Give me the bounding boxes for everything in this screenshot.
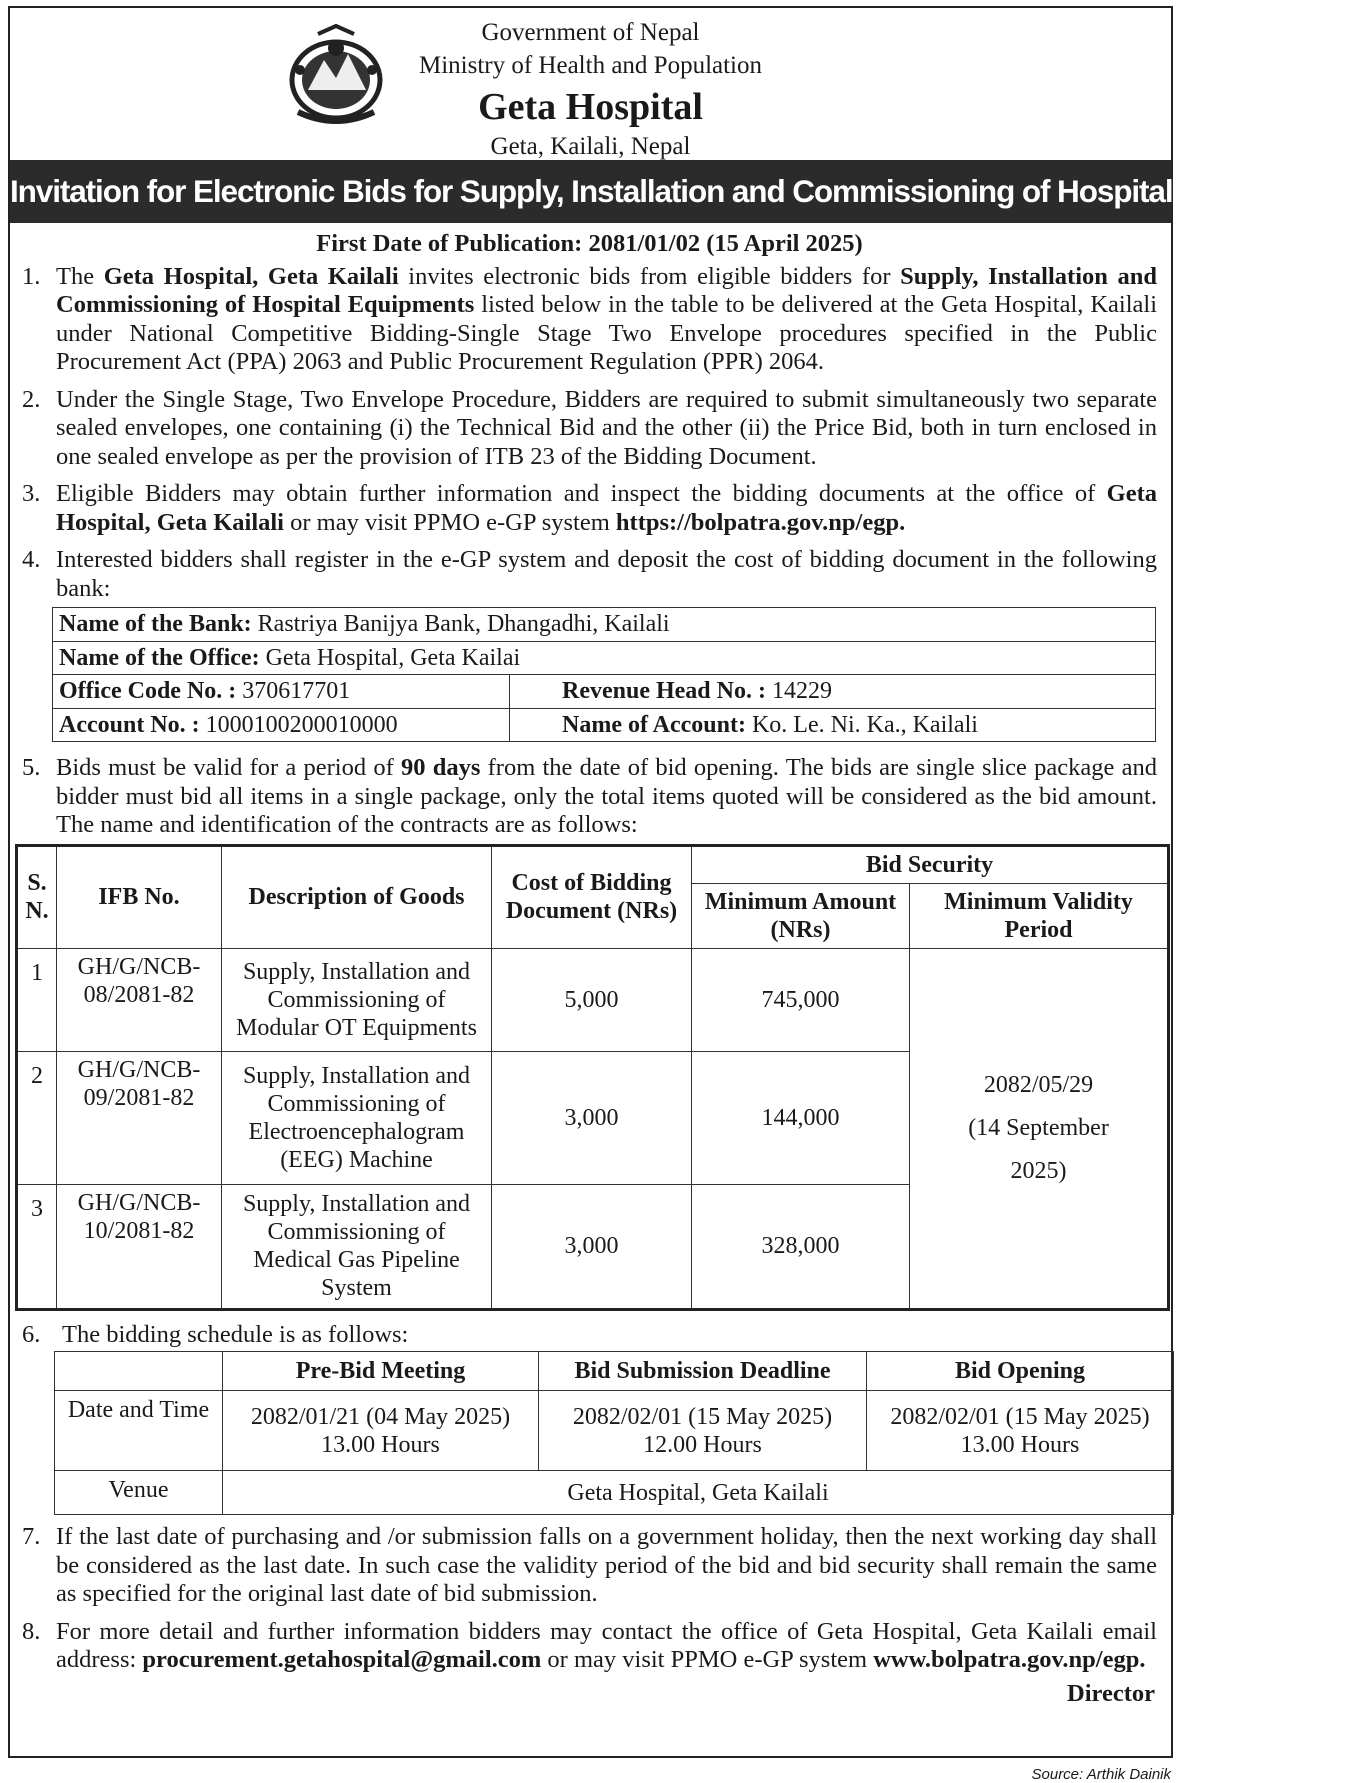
row-ifb: GH/G/NCB-10/2081-82 <box>57 1184 222 1309</box>
header-prebid: Pre-Bid Meeting <box>223 1352 539 1391</box>
office-code-value: 370617701 <box>242 678 351 704</box>
account-no-value: 1000100200010000 <box>205 711 398 738</box>
table-row <box>53 708 1156 742</box>
notice-body <box>10 230 1171 1708</box>
hospital-name: Geta Hospital <box>478 86 703 128</box>
paragraph-text: If the last date of purchasing and /or submission falls on a government holiday, then the next working day shall be considered as the last date. In such case the validity period of the bid and bid security shall remain the same as specified for the original last date of bid submission. <box>56 1523 1157 1607</box>
egp-link[interactable]: www.bolpatra.gov.np/egp. <box>873 1646 1146 1673</box>
schedule-table <box>54 1351 1174 1515</box>
table-row <box>53 608 1156 642</box>
validity-date: 2082/05/29 <box>983 1071 1094 1098</box>
table-row <box>53 641 1156 675</box>
header-empty <box>55 1352 223 1391</box>
ministry-name: Ministry of Health and Population <box>418 52 763 79</box>
signature-director: Director <box>1067 1679 1155 1707</box>
paragraph-text: The bidding schedule is as follows: <box>62 1320 409 1348</box>
account-name-label: Name of Account: <box>562 711 746 738</box>
row-cost: 3,000 <box>492 1184 692 1309</box>
paragraph-text: or may visit PPMO e-GP system <box>541 1646 874 1673</box>
notice-title: Invitation for Electronic Bids for Supply, Installation and Commissioning of Hospital Equipments <box>10 160 1171 223</box>
table-row <box>55 1391 1174 1471</box>
hospital-address: Geta, Kailali, Nepal <box>490 133 691 160</box>
row-label-venue: Venue <box>55 1471 223 1515</box>
validity-year: 2025) <box>1010 1157 1067 1184</box>
notice-header <box>10 8 1171 160</box>
publication-value: 2081/01/02 (15 April 2025) <box>588 230 863 257</box>
paragraph-text: listed below in the table to be delivered at the Geta Hospital, Kailali under National Competitive Bidding-Single Stage Two Envelope procedures specified in the Public Procurement Act (PPA) 2063 and Public Procurement Regulation (PPR) 2064. <box>56 291 1157 375</box>
header-min-amount: Minimum Amount (NRs) <box>692 883 910 948</box>
paragraph-number: 5. <box>22 754 41 781</box>
header-description: Description of Goods <box>222 845 492 948</box>
header-bid-security: Bid Security <box>692 845 1169 883</box>
office-label: Name of the Office: <box>59 644 260 671</box>
row-sn: 3 <box>17 1184 57 1309</box>
paragraph-bold: 90 days <box>401 754 481 781</box>
paragraph-text: Interested bidders shall register in the e-GP system and deposit the cost of bidding document in the following bank: <box>56 546 1157 602</box>
paragraph-number: 8. <box>22 1617 41 1645</box>
paragraph-2 <box>22 386 1157 472</box>
account-no-label: Account No. : <box>59 711 200 738</box>
office-code-label: Office Code No. : <box>59 678 237 704</box>
row-cost: 3,000 <box>492 1051 692 1184</box>
paragraph-text: Bids must be valid for a period of <box>56 754 401 781</box>
notice-frame <box>8 6 1349 1758</box>
submission-time: 12.00 Hours <box>643 1431 762 1458</box>
paragraph-number: 4. <box>22 546 41 573</box>
paragraph-text: invites electronic bids from eligible bidders for <box>398 262 901 290</box>
paragraph-5 <box>22 754 1157 840</box>
row-sn: 2 <box>17 1051 57 1184</box>
row-amount: 328,000 <box>692 1184 910 1309</box>
paragraph-6 <box>22 1321 1157 1350</box>
header-ifb: IFB No. <box>57 845 222 948</box>
paragraph-number: 2. <box>22 385 41 413</box>
prebid-cell <box>223 1391 539 1471</box>
paragraph-bold: Supply, Installation and Commissioning of Hospital Equipments <box>56 262 1157 318</box>
paragraph-bold: Geta Hospital, Geta Kailali <box>103 262 399 290</box>
table-row <box>53 675 1156 709</box>
row-cost: 5,000 <box>492 948 692 1051</box>
table-row <box>55 1471 1174 1515</box>
revenue-head-label: Revenue Head No. : <box>562 678 766 704</box>
row-ifb: GH/G/NCB-09/2081-82 <box>57 1051 222 1184</box>
row-description: Supply, Installation and Commissioning of Modular OT Equipments <box>222 948 492 1051</box>
office-value: Geta Hospital, Geta Kailai <box>265 644 521 671</box>
bank-label: Name of the Bank: <box>59 611 252 637</box>
table-header-row <box>17 845 1169 883</box>
header-min-validity: Minimum Validity Period <box>910 883 1169 948</box>
row-amount: 144,000 <box>692 1051 910 1184</box>
header-submission: Bid Submission Deadline <box>539 1352 867 1391</box>
paragraph-text: For more detail and further information bidders may contact the office of Geta Hospital, Geta Kailali email address: <box>56 1617 1157 1673</box>
header-sn: S. N. <box>17 845 57 948</box>
header-opening: Bid Opening <box>867 1352 1174 1391</box>
bank-details-table <box>52 607 1156 742</box>
row-amount: 745,000 <box>692 948 910 1051</box>
prebid-date: 2082/01/21 (04 May 2025) <box>250 1403 511 1430</box>
paragraph-3 <box>22 480 1157 537</box>
bank-value: Rastriya Banijya Bank, Dhangadhi, Kailali <box>257 611 670 637</box>
row-description: Supply, Installation and Commissioning of Electroencephalogram (EEG) Machine <box>222 1051 492 1184</box>
paragraph-number: 3. <box>22 480 41 507</box>
paragraph-4 <box>22 546 1157 603</box>
row-description: Supply, Installation and Commissioning of Medical Gas Pipeline System <box>222 1184 492 1309</box>
opening-cell <box>867 1391 1174 1471</box>
account-name-value: Ko. Le. Ni. Ka., Kailali <box>751 711 978 738</box>
paragraph-1 <box>22 263 1157 377</box>
email-link[interactable]: procurement.getahospital@gmail.com <box>142 1646 542 1673</box>
validity-cell <box>910 948 1169 1309</box>
table-row <box>17 948 1169 1051</box>
paragraph-number: 6. <box>22 1320 41 1348</box>
header-cost: Cost of Bidding Document (NRs) <box>492 845 692 948</box>
goods-table <box>15 844 1170 1311</box>
paragraph-7 <box>22 1523 1157 1609</box>
row-ifb: GH/G/NCB-08/2081-82 <box>57 948 222 1051</box>
prebid-time: 13.00 Hours <box>321 1431 440 1458</box>
submission-date: 2082/02/01 (15 May 2025) <box>572 1403 833 1430</box>
paragraph-text: The <box>56 262 104 290</box>
opening-date: 2082/02/01 (15 May 2025) <box>890 1403 1150 1430</box>
row-label-datetime: Date and Time <box>55 1391 223 1471</box>
paragraph-text: Eligible Bidders may obtain further information and inspect the bidding documents at the office of <box>56 480 1107 507</box>
paragraph-text: or may visit PPMO e-GP system <box>284 508 616 536</box>
source-credit: Source: Arthik Dainik <box>1031 1766 1171 1783</box>
paragraph-bold: Geta Hospital, Geta Kailali <box>56 480 1157 536</box>
table-header-row <box>55 1352 1174 1391</box>
row-sn: 1 <box>17 948 57 1051</box>
publication-label: First Date of Publication: <box>316 230 583 257</box>
paragraph-number: 1. <box>22 262 41 290</box>
publication-date <box>22 230 1157 259</box>
paragraph-text: from the date of bid opening. The bids are single slice package and bidder must bid all items in a single package, only the total items quoted will be considered as the bid amount. The name and identification of the contracts are as follows: <box>56 754 1157 838</box>
paragraph-8 <box>22 1618 1157 1675</box>
submission-cell <box>539 1391 867 1471</box>
opening-time: 13.00 Hours <box>960 1431 1080 1458</box>
government-name: Government of Nepal <box>481 19 700 46</box>
paragraph-text: Under the Single Stage, Two Envelope Procedure, Bidders are required to submit simultaneously two separate sealed envelopes, one containing (i) the Technical Bid and the other (ii) the Price Bid, both in turn enclosed in one sealed envelope as per the provision of ITB 23 of the Bidding Document. <box>56 385 1157 470</box>
revenue-head-value: 14229 <box>771 678 832 704</box>
venue-value: Geta Hospital, Geta Kailali <box>223 1471 1174 1515</box>
validity-date-english: (14 September <box>968 1114 1109 1141</box>
egp-link[interactable]: https://bolpatra.gov.np/egp. <box>615 508 906 536</box>
paragraph-number: 7. <box>22 1523 41 1550</box>
